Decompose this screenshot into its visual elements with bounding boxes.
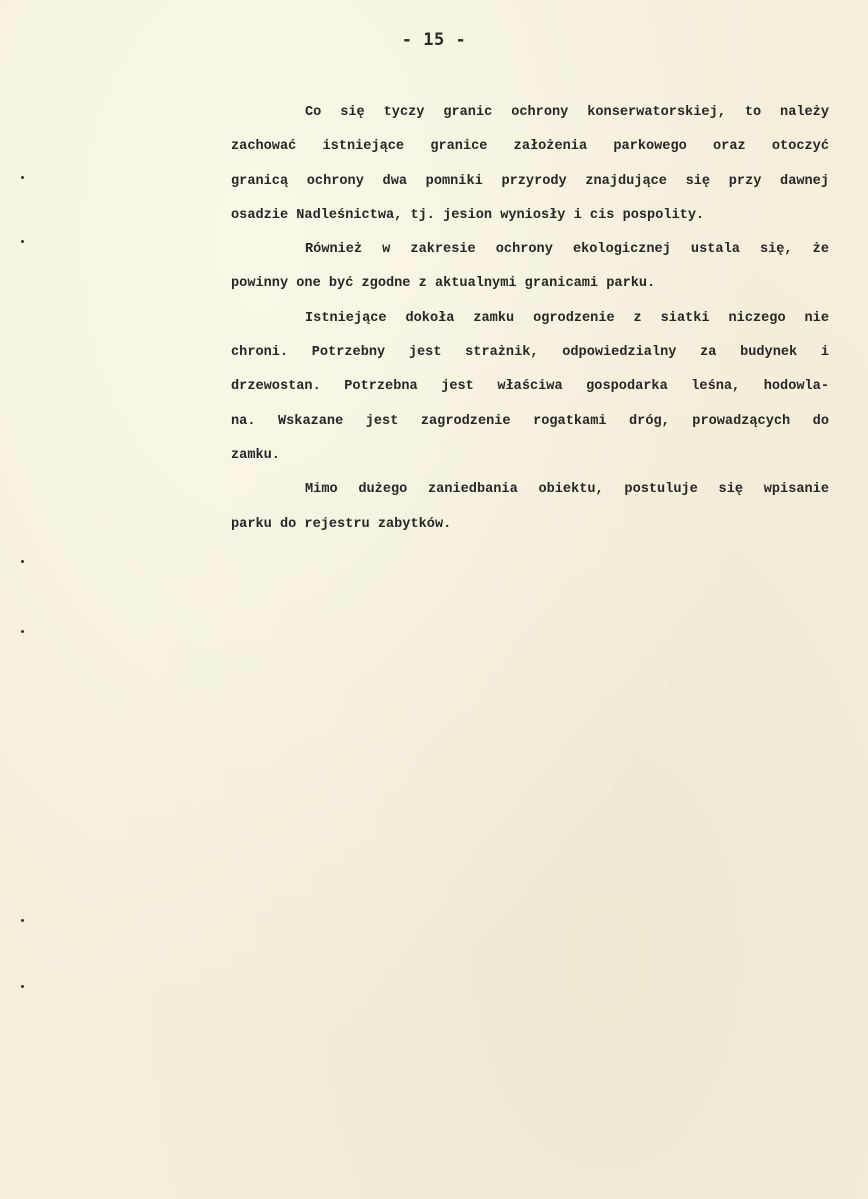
margin-mark bbox=[21, 985, 24, 988]
text-line: granicą ochrony dwa pomniki przyrody znajdujące się przy dawnej bbox=[231, 173, 829, 189]
text-line: Co się tyczy granic ochrony konserwatorskiej, to należy bbox=[305, 105, 829, 120]
text-line: Również w zakresie ochrony ekologicznej ustala się, że bbox=[305, 242, 829, 258]
text-line: osadzie Nadleśnictwa, tj. jesion wyniosły i cis pospolity. bbox=[231, 207, 705, 223]
margin-mark bbox=[21, 630, 24, 633]
paragraph bbox=[157, 233, 829, 302]
text-line: Istniejące dokoła zamku ogrodzenie z siatki niczego nie bbox=[305, 310, 829, 326]
text-line: parku do rejestru zabytków. bbox=[231, 516, 452, 532]
paragraph bbox=[157, 473, 829, 542]
margin-mark bbox=[21, 919, 24, 922]
paragraph bbox=[157, 96, 829, 233]
text-line: na. Wskazane jest zagrodzenie rogatkami dróg, prowadzących do bbox=[231, 413, 829, 429]
margin-mark bbox=[21, 240, 24, 243]
text-line: zamku. bbox=[231, 447, 280, 463]
margin-mark bbox=[21, 176, 24, 179]
text-line: zachować istniejące granice założenia parkowego oraz otoczyć bbox=[231, 139, 829, 155]
text-line: powinny one być zgodne z aktualnymi granicami parku. bbox=[231, 276, 656, 292]
margin-mark bbox=[21, 560, 24, 563]
text-line: chroni. Potrzebny jest strażnik, odpowiedzialny za budynek i bbox=[231, 345, 829, 361]
page-number: - 15 - bbox=[401, 30, 467, 50]
text-line: drzewostan. Potrzebna jest właściwa gospodarka leśna, hodowla- bbox=[231, 379, 829, 395]
text-line: Mimo dużego zaniedbania obiektu, postuluje się wpisanie bbox=[305, 482, 829, 498]
paragraph bbox=[157, 302, 829, 473]
body-text bbox=[157, 96, 829, 542]
